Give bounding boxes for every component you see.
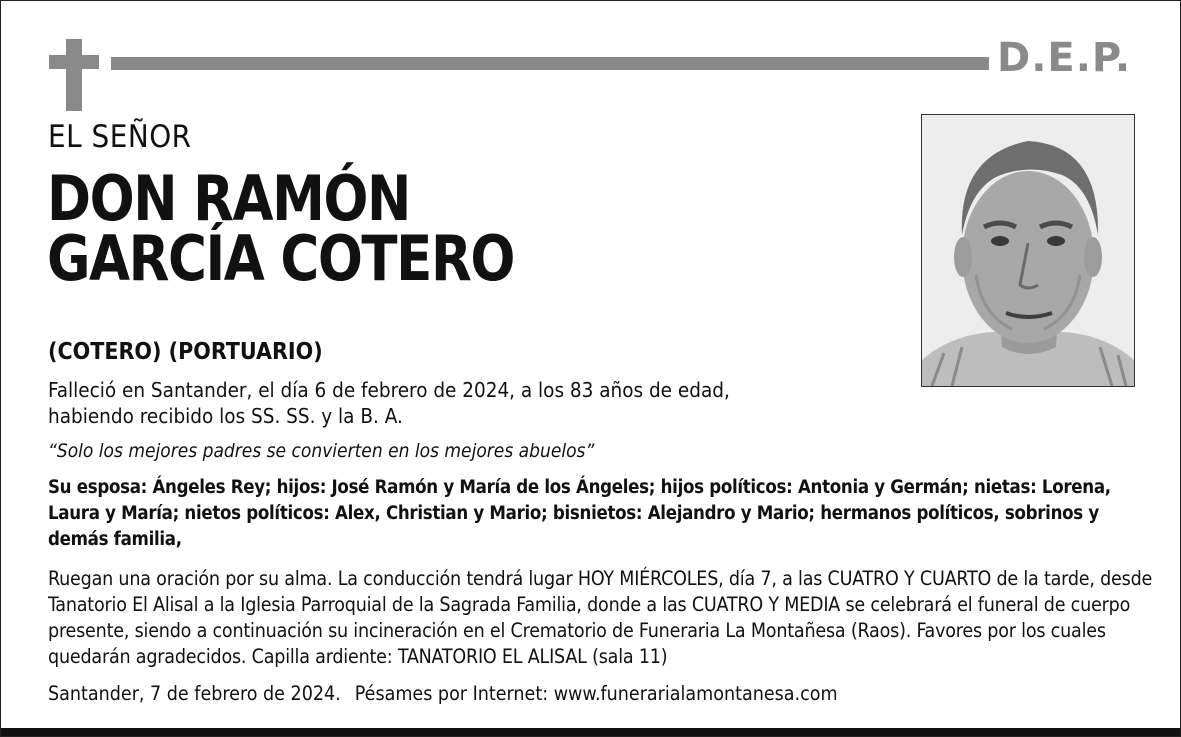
condolences-website: Pésames por Internet: www.funerarialamontanesa.com (354, 682, 838, 705)
place-date: Santander, 7 de febrero de 2024. (48, 682, 341, 705)
bottom-rule (1, 728, 1180, 736)
funeral-details: Ruegan una oración por su alma. La conducción tendrá lugar HOY MIÉRCOLES, día 7, a las CUATRO Y CUARTO de la tarde, desde Tanatorio El Alisal a la Iglesia Parroquial de la Sagrada Familia, donde a las CUATRO Y MEDIA se celebrará el funeral de cuerpo presente, siendo a continuación su incineración en el Crematorio de Funeraria La Montañesa (Raos). Favores por los cuales quedarán agradecidos. Capilla ardiente: TANATORIO EL ALISAL (sala 11) (48, 567, 1153, 668)
dep-label: D.E.P. (997, 35, 1132, 81)
honorific: EL SEÑOR (48, 119, 192, 155)
header-rule (111, 57, 989, 70)
footer (48, 682, 838, 705)
death-line-1: Falleció en Santander, el día 6 de febrero de 2024, a los 83 años de edad, (48, 378, 730, 402)
death-line-2: habiendo recibido los SS. SS. y la B. A. (48, 404, 403, 428)
family-list: Su esposa: Ángeles Rey; hijos: José Ramón y María de los Ángeles; hijos políticos: Antonia y Germán; nietas: Lorena, Laura y María; nietos políticos: Alex, Christian y Mario; bisnietos: Alejandro y Mario; hermanos políticos, sobrinos y demás familia, (48, 477, 1111, 550)
portrait-photo (921, 114, 1135, 387)
name-line-1: DON RAMÓN (47, 162, 410, 235)
memorial-quote: “Solo los mejores padres se convierten en los mejores abuelos” (48, 440, 595, 462)
cross-icon (49, 39, 99, 111)
deceased-name (47, 162, 514, 295)
death-details (48, 377, 808, 429)
name-line-2: GARCÍA COTERO (47, 222, 514, 295)
deceased-alias: (COTERO) (PORTUARIO) (48, 339, 323, 365)
